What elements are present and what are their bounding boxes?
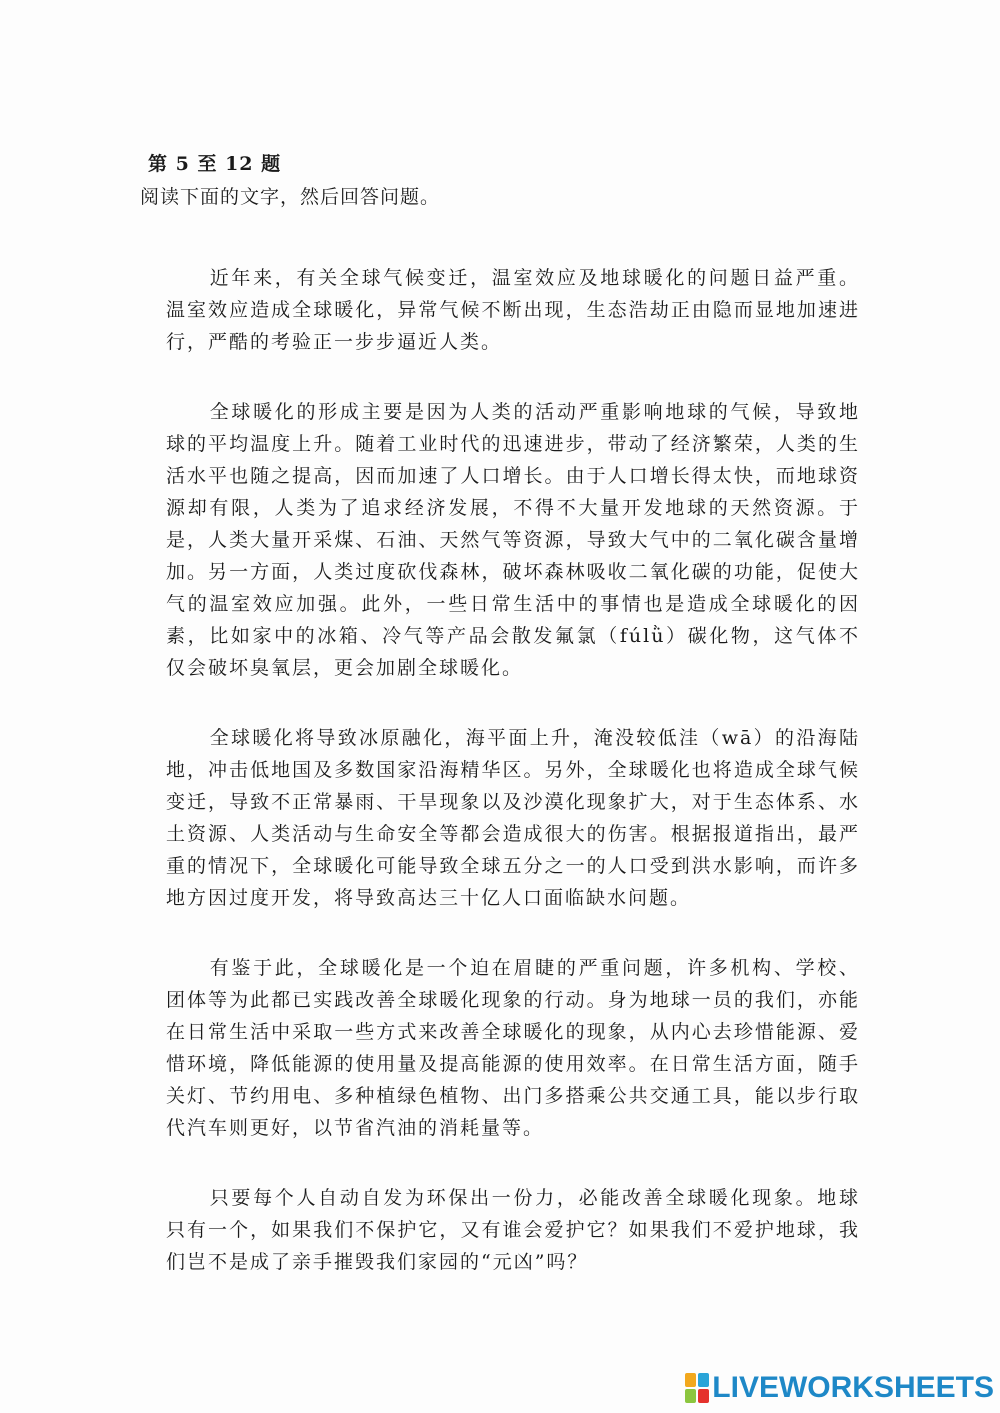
article-body bbox=[166, 262, 860, 1316]
liveworksheets-logo-icon bbox=[685, 1373, 709, 1403]
article-paragraph-2: 全球暖化的形成主要是因为人类的活动严重影响地球的气候，导致地球的平均温度上升。随着工业时代的迅速进步，带动了经济繁荣，人类的生活水平也随之提高，因而加速了人口增长。由于人口增长得太快，而地球资源却有限，人类为了追求经济发展，不得不大量开发地球的天然资源。于是，人类大量开采煤、石油、天然气等资源，导致大气中的二氧化碳含量增加。另一方面，人类过度砍伐森林，破坏森林吸收二氧化碳的功能，促使大气的温室效应加强。此外，一些日常生活中的事情也是造成全球暖化的因素，比如家中的冰箱、冷气等产品会散发氟氯（fúlǜ）碳化物，这气体不仅会破坏臭氧层，更会加剧全球暖化。 bbox=[166, 401, 860, 679]
liveworksheets-watermark bbox=[685, 1371, 994, 1405]
article-paragraph-5: 只要每个人自动自发为环保出一份力，必能改善全球暖化现象。地球只有一个，如果我们不保护它，又有谁会爱护它？如果我们不爱护地球，我们岂不是成了亲手摧毁我们家园的“元凶”吗？ bbox=[166, 1187, 860, 1273]
article-paragraph-4: 有鉴于此，全球暖化是一个迫在眉睫的严重问题，许多机构、学校、团体等为此都已实践改善全球暖化现象的行动。身为地球一员的我们，亦能在日常生活中采取一些方式来改善全球暖化的现象，从内心去珍惜能源、爱惜环境，降低能源的使用量及提高能源的使用效率。在日常生活方面，随手关灯、节约用电、多种植绿色植物、出门多搭乘公共交通工具，能以步行取代汽车则更好，以节省汽油的消耗量等。 bbox=[166, 957, 860, 1139]
watermark-text: LIVEWORKSHEETS bbox=[712, 1371, 994, 1404]
article-paragraph-1: 近年来，有关全球气候变迁，温室效应及地球暖化的问题日益严重。温室效应造成全球暖化，异常气候不断出现，生态浩劫正由隐而显地加速进行，严酷的考验正一步步逼近人类。 bbox=[166, 267, 860, 353]
article-paragraph-3: 全球暖化将导致冰原融化，海平面上升，淹没较低洼（wā）的沿海陆地，冲击低地国及多数国家沿海精华区。另外，全球暖化也将造成全球气候变迁，导致不正常暴雨、干旱现象以及沙漠化现象扩大，对于生态体系、水土资源、人类活动与生命安全等都会造成很大的伤害。根据报道指出，最严重的情况下，全球暖化可能导致全球五分之一的人口受到洪水影响，而许多地方因过度开发，将导致高达三十亿人口面临缺水问题。 bbox=[166, 727, 860, 909]
question-range-heading: 第 5 至 12 题 bbox=[148, 153, 282, 175]
reading-instruction: 阅读下面的文字，然后回答问题。 bbox=[140, 186, 441, 208]
